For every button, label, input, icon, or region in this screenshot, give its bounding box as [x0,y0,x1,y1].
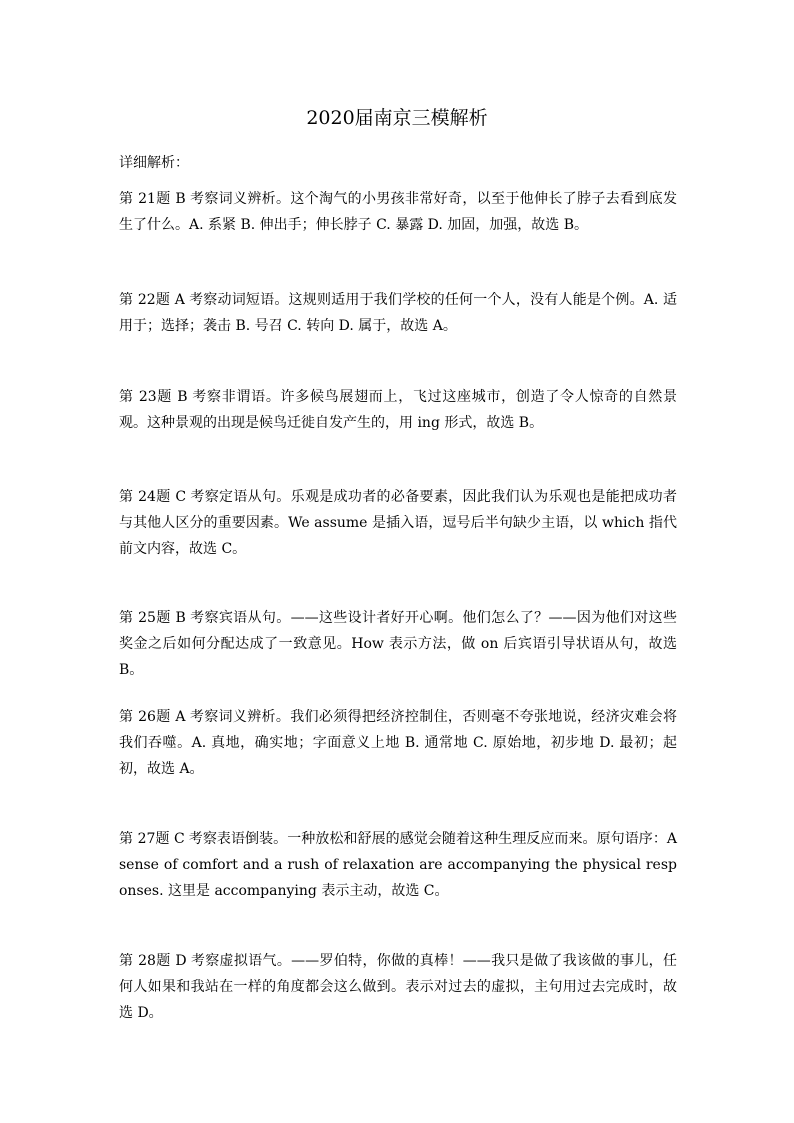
question-label: 第 28题 D [119,953,187,969]
question-label: 第 21题 B [119,191,186,207]
answer-item-21 [119,186,677,238]
intro-label: 详细解析： [119,155,189,171]
answer-explanation: 考察虚拟语气。——罗伯特，你做的真棒！——我只是做了我该做的事儿，任何人如果和我站在一样的角度都会这么做到。表示对过去的虚拟，主句用过去完成时，故选 D。 [119,953,677,1021]
answer-explanation: 考察词义辨析。我们必须得把经济控制住，否则毫不夸张地说，经济灾难会将我们吞噬。A. 真地，确实地；字面意义上地 B. 通常地 C. 原始地，初步地 D. 最初；起初，故选 A。 [119,709,677,777]
answer-explanation: 考察动词短语。这规则适用于我们学校的任何一个人，没有人能是个例。A. 适用于；选择；袭击 B. 号召 C. 转向 D. 属于，故选 A。 [119,292,677,334]
answer-explanation: 考察非谓语。许多候鸟展翅而上，飞过这座城市，创造了令人惊奇的自然景观。这种景观的出现是候鸟迁徙自发产生的，用 ing 形式，故选 B。 [119,389,677,431]
question-label: 第 23题 B [119,389,188,405]
answer-item-22 [119,287,677,339]
answer-item-28 [119,948,677,1026]
question-label: 第 24题 C [119,489,187,505]
answer-explanation: 考察词义辨析。这个淘气的小男孩非常好奇，以至于他伸长了脖子去看到底发生了什么。A. 系紧 B. 伸出手；伸长脖子 C. 暴露 D. 加固，加强，故选 B。 [119,191,677,233]
answer-explanation: 考察宾语从句。——这些设计者好开心啊。他们怎么了？——因为他们对这些奖金之后如何分配达成了一致意见。How 表示方法，做 on 后宾语引导状语从句，故选 B。 [119,610,677,678]
question-label: 第 26题 A [119,709,186,725]
question-label: 第 22题 A [119,292,185,308]
answer-item-26 [119,704,677,782]
answer-item-24 [119,484,677,562]
question-label: 第 27题 C [119,831,185,847]
answer-explanation: 考察表语倒装。一种放松和舒展的感觉会随着这种生理反应而来。原句语序：A sense of comfort and a rush of relaxation are accompanying the physical responses. 这里是 accompanying 表示主动，故选 C。 [119,831,677,899]
page-title: 2020届南京三模解析 [306,107,488,129]
answer-item-25 [119,605,677,683]
answer-item-23 [119,384,677,436]
answer-item-27 [119,826,677,904]
question-label: 第 25题 B [119,610,186,626]
answer-explanation: 考察定语从句。乐观是成功者的必备要素，因此我们认为乐观也是能把成功者与其他人区分的重要因素。We assume 是插入语，逗号后半句缺少主语，以 which 指代前文内容，故选 C。 [119,489,677,557]
